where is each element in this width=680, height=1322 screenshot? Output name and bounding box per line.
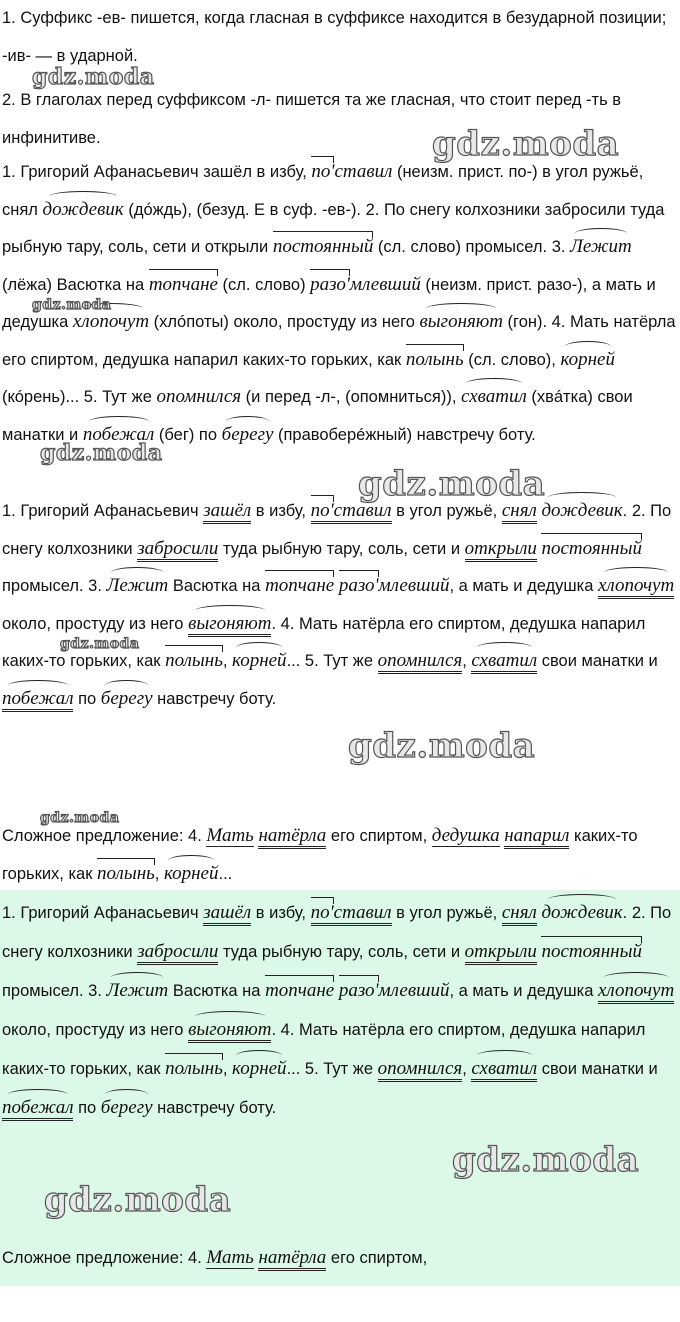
word-polyn: полынь: [165, 1058, 223, 1079]
text: 1. Григорий Афанасьевич зашёл в избу,: [2, 163, 312, 181]
word-opomnilsya: опомнился: [156, 386, 242, 407]
word-shvatil: схватил: [461, 386, 527, 407]
word-dedushka: дедушка: [431, 825, 500, 846]
word-snyal: снял: [502, 903, 537, 926]
complex-sentence: [2, 818, 676, 893]
word-mlevshy: млевший: [349, 273, 421, 295]
text: (гон). 4. Мать натёрла его спиртом, дедушка напарил каких-то горьких, как: [2, 313, 676, 369]
text: (бег) по: [154, 425, 222, 444]
word-topchane: топчане: [265, 980, 335, 1001]
word-zabrosili: забросили: [137, 942, 218, 965]
prefix-po: по': [311, 161, 335, 182]
text: . 4. Мать натёрла его спиртом, дедушка напарил каких-то горьких, как: [2, 614, 646, 670]
prefix-razo: разо': [338, 980, 379, 1001]
word-polyn: полынь: [97, 862, 155, 884]
word-mat: Мать: [206, 825, 254, 846]
word-topchane: топчане: [148, 273, 218, 295]
text: ,: [462, 1060, 472, 1078]
text: Сложное предложение: 4.: [2, 827, 207, 845]
word-postoyanny: постоянный: [272, 236, 374, 257]
text: ...: [218, 864, 233, 883]
watermark: gdz.moda: [358, 464, 546, 504]
word-lezhit: Лежит: [106, 980, 169, 1001]
text: в угол ружьё,: [391, 904, 502, 922]
watermark: gdz.moda: [44, 1180, 232, 1220]
text: свои манатки и: [537, 652, 658, 670]
text: его спиртом,: [326, 1249, 428, 1267]
text: ,: [222, 1060, 233, 1078]
text: . 2. По снегу колхозники: [2, 904, 672, 961]
word-opomnilsya: опомнился: [378, 1059, 463, 1082]
text: в избу,: [251, 502, 311, 520]
prefix-po: по': [311, 501, 334, 524]
word-dozhdevik: дождевик: [42, 198, 124, 220]
text: ... 5. Тут же: [286, 652, 378, 670]
word-opomnilsya: опомнился: [378, 651, 463, 674]
prefix-razo: разо': [310, 273, 350, 295]
word-postoyanny: постоянный: [541, 941, 642, 962]
word-postoyanny: постоянный: [541, 537, 642, 559]
word-dozhdevik: дождевик: [541, 500, 623, 521]
watermark: gdz.moda: [32, 297, 112, 313]
word-mlevshy: млевший: [378, 575, 450, 596]
text: Васютка на: [168, 982, 266, 1000]
text: ,: [462, 652, 472, 670]
word-vygonyayut: выгоняют: [188, 614, 271, 637]
text: (хлóпоты) около, простуду из него: [149, 313, 420, 331]
word-hlopochut: хлопочут: [598, 576, 674, 599]
text: (и перед -л-, (опомниться)),: [241, 388, 462, 406]
watermark: gdz.moda: [432, 124, 620, 164]
watermark: gdz.moda: [452, 1140, 640, 1180]
word-naparil: напарил: [504, 826, 569, 849]
text: около, простуду из него: [2, 614, 189, 633]
text: Васютка на: [168, 577, 266, 595]
word-mlevshy: млевший: [378, 980, 450, 1001]
text: (хвáтка) свои манатки и: [2, 388, 633, 444]
word-vygonyayut: выгоняют: [188, 1020, 271, 1043]
text: (лёжа) Васютка на: [2, 275, 149, 294]
text: (кóрень)... 5. Тут же: [2, 388, 157, 406]
text: . 4. Мать натёрла его спиртом, дедушка напарил каких-то горьких, как: [2, 1021, 646, 1078]
watermark: gdz.moda: [348, 726, 536, 766]
text: (неизм. прист. по-) в угол ружьё, снял: [2, 163, 644, 219]
text: промысел. 3.: [2, 982, 107, 1000]
text: по: [73, 1099, 101, 1117]
word-hlopochut: хлопочут: [72, 311, 150, 332]
word-polyn: полынь: [405, 348, 464, 370]
text: Сложное предложение: 4.: [2, 1249, 207, 1267]
text: в угол ружьё,: [391, 502, 502, 520]
text: 1. Григорий Афанасьевич: [2, 904, 204, 922]
syntax-paragraph: [2, 493, 676, 718]
word-beregu: берегу: [100, 1097, 153, 1118]
text: туда рыбную тару, соль, сети и: [218, 943, 465, 961]
text: (правоберéжный) навстречу боту.: [273, 425, 536, 444]
text: его спиртом,: [326, 827, 432, 845]
word-mat: Мать: [206, 1247, 254, 1268]
word-topchane: топчане: [265, 575, 335, 596]
text: свои манатки и: [537, 1060, 658, 1078]
text: по: [73, 689, 101, 708]
rule-2: 2. В глаголах перед суффиксом -л- пишется та же гласная, что стоит перед -ть в инфинитиве.: [2, 91, 622, 147]
word-korney: корней: [163, 862, 219, 884]
word-snyal: снял: [502, 501, 537, 524]
text: 1. Григорий Афанасьевич: [2, 502, 204, 520]
text: промысел. 3.: [2, 577, 107, 595]
word-pobezhal: побежал: [2, 689, 73, 712]
word-dozhdevik: дождевик: [541, 902, 623, 923]
text: (сл. слово) промысел. 3.: [373, 238, 571, 256]
text: навстречу боту.: [152, 1099, 277, 1117]
word-lezhit: Лежит: [106, 575, 169, 596]
word-hlopochut: хлопочут: [598, 981, 674, 1004]
watermark: gdz.moda: [40, 810, 120, 826]
word-polyn: полынь: [165, 650, 223, 671]
word-korney: корней: [232, 650, 287, 671]
word-lezhit: Лежит: [570, 236, 632, 257]
word-zashel: зашёл: [203, 501, 251, 524]
watermark: gdz.moda: [32, 64, 155, 90]
word-shvatil: схватил: [471, 651, 537, 674]
text: навстречу боту.: [152, 689, 277, 708]
word-otkryli: открыли: [465, 942, 537, 965]
word-stavil: ставил: [334, 161, 393, 182]
text: (сл. слово),: [463, 350, 561, 369]
word-beregu: берегу: [100, 687, 153, 709]
word-vygonyayut: выгоняют: [419, 311, 503, 332]
text: (до́ждь), (безуд. Е в суф. -ев-). 2. По снегу колхозники забросили туда рыбную тару, соль, сети и открыли: [2, 200, 665, 256]
word-korney: корней: [560, 348, 615, 370]
prefix-razo: разо': [338, 575, 379, 596]
text: (неизм. прист. разо-), а мать и дедушка: [2, 275, 656, 331]
watermark: gdz.moda: [40, 440, 163, 466]
text: в избу,: [251, 904, 311, 922]
text: каких-то горьких, как: [2, 827, 638, 883]
word-pobezhal: побежал: [82, 423, 155, 445]
word-otkryli: открыли: [465, 539, 537, 562]
prefix-po: по': [311, 903, 334, 926]
text: , а мать и дедушка: [449, 982, 598, 1000]
green-complex-sentence: [2, 1240, 676, 1278]
word-zabrosili: забросили: [137, 539, 218, 562]
text: туда рыбную тару, соль, сети и: [218, 539, 465, 558]
word-naterla: натёрла: [258, 1248, 326, 1271]
text: , а мать и дедушка: [449, 577, 598, 595]
text: ,: [154, 864, 164, 883]
text: . 2. По снегу колхозники: [2, 502, 672, 558]
word-zashel: зашёл: [203, 903, 251, 926]
word-stavil: ставил: [334, 903, 392, 926]
text: ... 5. Тут же: [286, 1060, 378, 1078]
word-stavil: ставил: [334, 501, 392, 524]
text: ,: [222, 652, 233, 670]
analysis-paragraph: [2, 154, 676, 454]
word-pobezhal: побежал: [2, 1098, 73, 1121]
word-korney: корней: [232, 1058, 287, 1079]
text: около, простуду из него: [2, 1021, 189, 1039]
word-beregu: берегу: [221, 423, 274, 445]
rule-1: 1. Суффикс -ев- пишется, когда гласная в суффиксе находится в безударной позиции; -ив- — в ударной.: [2, 9, 667, 65]
green-syntax-paragraph: [2, 894, 676, 1128]
watermark: gdz.moda: [60, 636, 140, 652]
word-naterla: натёрла: [258, 826, 326, 849]
word-shvatil: схватил: [471, 1059, 537, 1082]
text: (сл. слово): [217, 275, 311, 294]
